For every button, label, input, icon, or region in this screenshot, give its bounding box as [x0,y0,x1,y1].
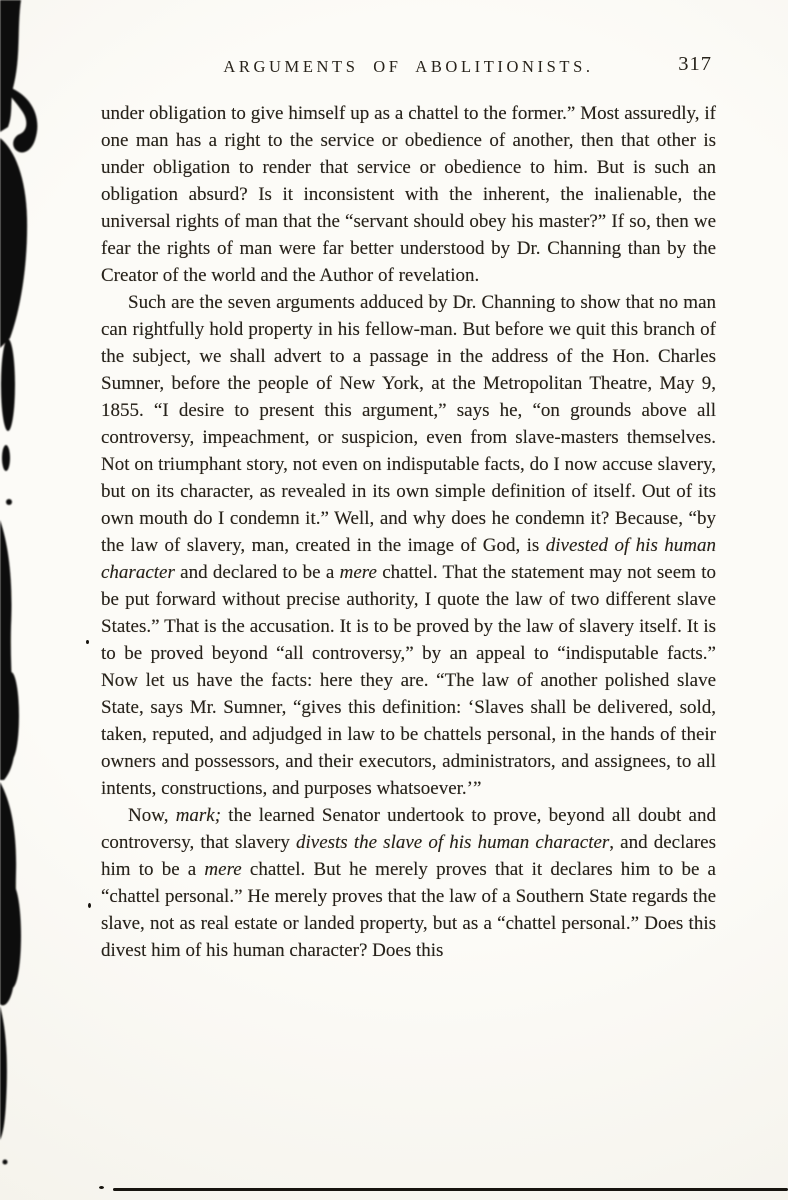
page-number: 317 [678,53,712,75]
text-segment: , and declares him to be a [101,832,716,880]
text-segment: and declared to be a [174,562,340,583]
text-segment: Such are the seven arguments adduced by Dr. Channing to show that no man can rightfully hold property in his fellow-man. But before we quit this branch of the subject, we shall advert to a passage in the address of the Hon. Charles Sumner, before the people of New York, at the Metropolitan Theatre, May 9, 1855. “I desire to present this argument,” says he, “on grounds above all controversy, impeachment, or suspicion, even from slave-masters themselves. Not on triumphant story, not even on indisputable facts, do I now accuse slavery, but on its character, as revealed in its own simple definition of itself. Out of its own mouth do I condemn it.” Well, and why does he condemn it? Because, “by the law of slavery, man, created in the image of God, is [101,292,716,556]
page-content [101,53,716,964]
text-segment: Now, [128,805,176,826]
scan-binding-edge-artifact [0,0,72,1200]
text-segment: under obligation to give himself up as a chattel to the former.” Most assuredly, if one man has a right to the service or obedience of another, then that other is under obligation to render that service or obedience to him. But is such an obligation absurd? Is it inconsistent with the inherent, the inalienable, the universal rights of man that the “servant should obey his master?” If so, then we fear the rights of man were far better understood by Dr. Channing than by the Creator of the world and the Author of revelation. [101,103,716,286]
running-head-title: ARGUMENTS OF ABOLITIONISTS. [223,57,594,76]
italic-text-segment: mere [204,859,242,880]
text-segment: chattel. But he merely proves that it declares him to be a “chattel personal.” He merely proves that the law of a Southern State regards the slave, not as real estate or landed property, but as a “chattel personal.” Does this divest him of his human character? Does this [101,859,716,961]
ink-speck [88,903,91,908]
italic-text-segment: divests the slave of his human character [295,832,610,853]
page-body [101,100,716,964]
paragraph [101,100,716,289]
ink-speck [86,640,89,644]
italic-text-segment: divested of his human character [101,535,716,583]
text-segment: chattel. That the statement may not seem to be put forward without precise authority, I quote the law of two different slave States.” That is the accusation. It is to be proved by the law of slavery itself. It is to be proved beyond “all controversy,” by an appeal to “indisputable facts.” Now let us have the facts: here they are. “The law of another polished slave State, says Mr. Sumner, “gives this definition: ‘Slaves shall be delivered, sold, taken, reputed, and adjudged in law to be chattels personal, in the hands of their owners and possessors, and their executors, administrators, and assignees, to all intents, constructions, and purposes whatsoever.’” [101,562,716,799]
scan-bottom-line-artifact [113,1188,788,1191]
ink-speck [99,1186,104,1189]
paragraph [101,289,716,802]
italic-text-segment: mark; [175,805,222,826]
italic-text-segment: mere [339,562,377,583]
paragraph [101,802,716,964]
text-segment: the learned Senator undertook to prove, beyond all doubt and controversy, that slavery [101,805,716,853]
running-header [101,53,716,87]
